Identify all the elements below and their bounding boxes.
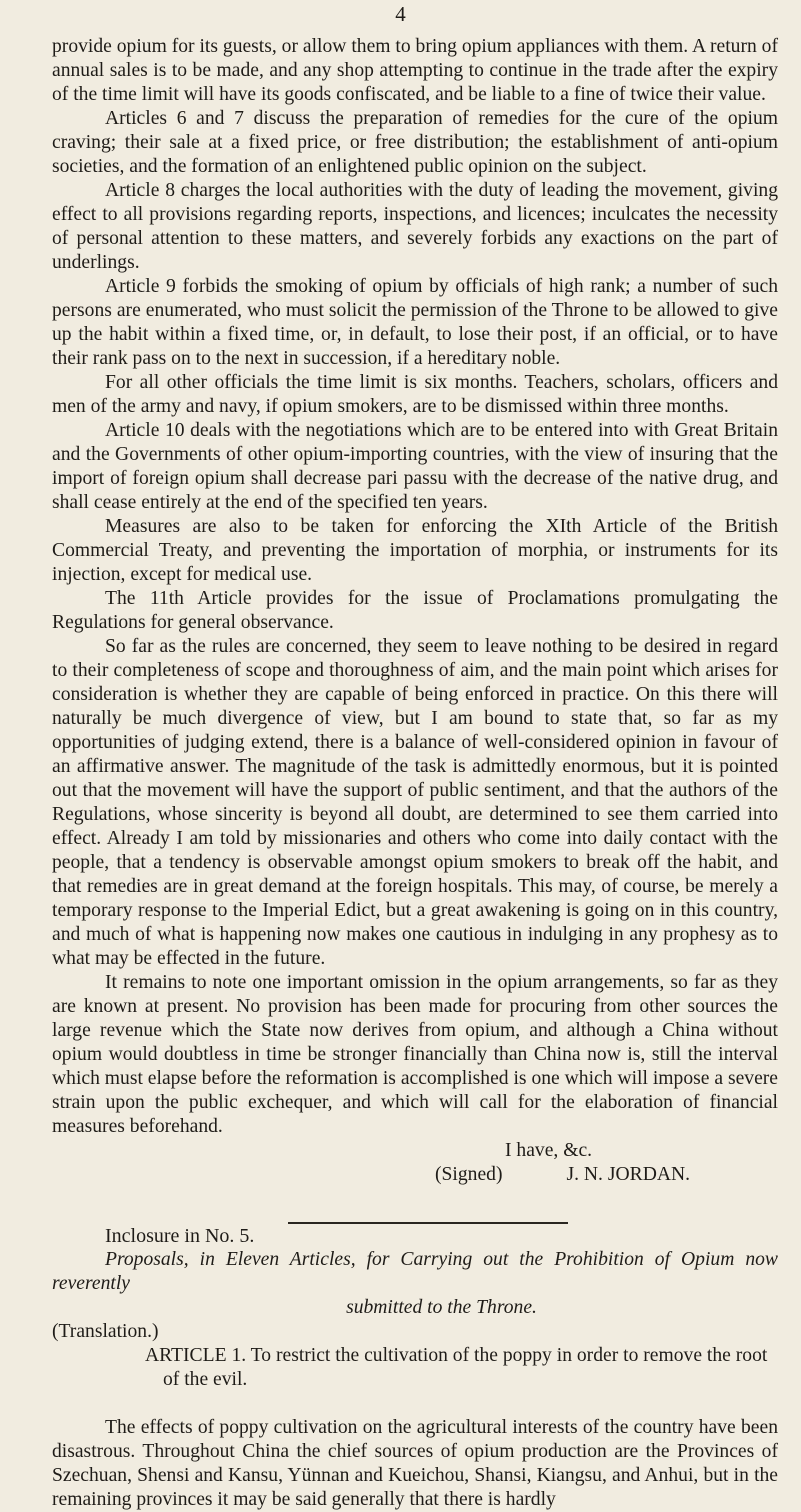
signature-name: J. N. JORDAN. xyxy=(566,1164,691,1185)
paragraph-assessment: So far as the rules are concerned, they seem to leave nothing to be desired in regard to their completeness of scope and thoroughness of aim, and the main point which arises for consideration is whether they are capable of being enforced in practice. On this there will naturally be much divergence of view, but I am bound to state that, so far as my opportunities of judging extend, there is a balance of well-considered opinion in favour of an affirmative answer. The magnitude of the task is admittedly enormous, but it is pointed out that the movement will have the support of public sentiment, and that the authors of the Regulations, whose sincerity is beyond all doubt, are determined to see them carried into effect. Already I am told by missionaries and others who come into daily contact with the people, that a tendency is observable amongst opium smokers to break off the habit, and that remedies are in great demand at the foreign hospitals. This may, of course, be merely a temporary response to the Imperial Edict, but a great awakening is going on in this country, and much of what is happening now makes one cautious in indulging in any prophesy as to what may be effected in the future. xyxy=(52,636,778,969)
signed-label: (Signed) xyxy=(435,1164,503,1185)
paragraph-article-9: Article 9 forbids the smoking of opium by officials of high rank; a number of such persons are enumerated, who must solicit the permission of the Throne to be allowed to give up the habit within a fixed time, or, in default, to lose their post, if an official, or to have their rank pass on to the next in succession, if a hereditary noble. xyxy=(52,276,778,369)
proposals-heading-line-2: submitted to the Throne. xyxy=(346,1297,537,1318)
article-1-heading: ARTICLE 1. To restrict the cultivation of the poppy in order to remove the root xyxy=(145,1345,768,1366)
document-body xyxy=(52,35,778,1512)
article-1-continued: of the evil. xyxy=(163,1369,248,1390)
inclosure-heading: Inclosure in No. 5. xyxy=(105,1225,255,1247)
paragraph-article-10: Article 10 deals with the negotiations which are to be entered into with Great Britain and the Governments of other opium-importing countries, with the view of insuring that the import of foreign opium shall decrease pari passu with the decrease of the native drug, and shall cease entirely at the end of the specified ten years. xyxy=(52,420,778,513)
paragraph-continued: provide opium for its guests, or allow them to bring opium appliances with them. A return of annual sales is to be made, and any shop attempting to continue in the trade after the expiry of the time limit will have its goods confiscated, and be liable to a fine of twice their value. xyxy=(52,36,778,105)
translation-note: (Translation.) xyxy=(52,1321,159,1342)
paragraph-articles-6-7: Articles 6 and 7 discuss the preparation of remedies for the cure of the opium craving; their sale at a fixed price, or free distribution; the establishment of anti-opium societies, and the formation of an enlightened public opinion on the subject. xyxy=(52,108,778,177)
signature-row xyxy=(52,1163,778,1187)
proposals-heading-line-1: Proposals, in Eleven Articles, for Carrying out the Prohibition of Opium now reverently xyxy=(52,1249,778,1294)
paragraph-measures: Measures are also to be taken for enforcing the XIth Article of the British Commercial Treaty, and preventing the importation of morphia, or instruments for its injection, except for medical use. xyxy=(52,516,778,585)
paragraph-poppy-effects: The effects of poppy cultivation on the agricultural interests of the country have been disastrous. Throughout China the chief sources of opium production are the Provinces of Szechuan, Shensi and Kansu, Yünnan and Kueichou, Shansi, Kiangsu, and Anhui, but in the remaining provinces it may be said generally that there is hardly xyxy=(52,1417,778,1510)
paragraph-article-11: The 11th Article provides for the issue of Proclamations promulgating the Regulations for general observance. xyxy=(52,588,778,633)
signoff: I have, &c. xyxy=(505,1140,593,1161)
paragraph-other-officials: For all other officials the time limit is six months. Teachers, scholars, officers and men of the army and navy, if opium smokers, are to be dismissed within three months. xyxy=(52,372,778,417)
paragraph-article-8: Article 8 charges the local authorities with the duty of leading the movement, giving effect to all provisions regarding reports, inspections, and licences; inculcates the necessity of personal attention to these matters, and severely forbids any exactions on the part of underlings. xyxy=(52,180,778,273)
paragraph-omission: It remains to note one important omission in the opium arrangements, so far as they are known at present. No provision has been made for procuring from other sources the large revenue which the State now derives from opium, and although a China without opium would doubtless in time be stronger financially than China now is, still the interval which must elapse before the reformation is accomplished is one which will impose a severe strain upon the public exchequer, and which will call for the elaboration of financial measures beforehand. xyxy=(52,972,778,1137)
proposals-heading xyxy=(52,1248,778,1320)
page-number: 4 xyxy=(395,2,406,26)
